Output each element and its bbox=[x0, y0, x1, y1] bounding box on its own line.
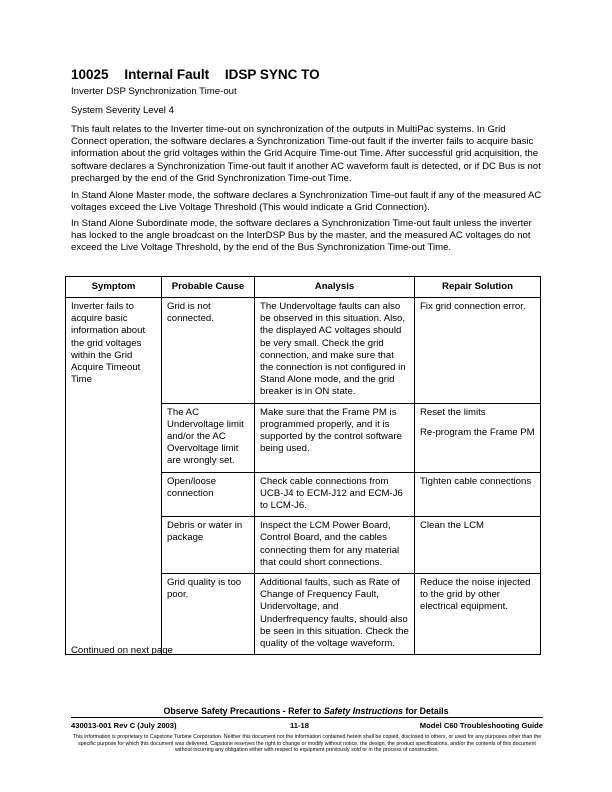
document-number: 430013-001 Rev C (July 2003) bbox=[71, 721, 177, 730]
safety-notice bbox=[0, 706, 612, 716]
fault-code: 10025 bbox=[71, 67, 109, 82]
severity-level: System Severity Level 4 bbox=[71, 105, 174, 116]
analysis-cell: Make sure that the Frame PM is programmed properly, and it is supported by the control software being used. bbox=[255, 403, 415, 472]
solution-text: Reduce the noise injected to the grid by other electrical equipment. bbox=[420, 577, 531, 613]
solution-cell bbox=[415, 298, 541, 404]
cause-cell: Open/loose connection bbox=[162, 472, 255, 517]
analysis-cell: Inspect the LCM Power Board, Control Board, and the cables connecting them for any material that could short connections. bbox=[255, 517, 415, 574]
description-paragraph: This fault relates to the Inverter time-out on synchronization of the outputs in MultiPac systems. In Grid Connect operation, the software declares a Synchronization Time-out fault if the inverter fails to acquire basic information about the grid voltages within the Grid Acquire Time-out Time. After successful grid acquisition, the software declares a Synchronization Time-out fault if another AC waveform fault is detected, or if DC Bus is not precharged by the end of the Grid Synchronization Time-out Time. bbox=[71, 124, 541, 184]
safety-suffix: for Details bbox=[403, 706, 449, 716]
solution-cell bbox=[415, 517, 541, 574]
solution-text: Tighten cable connections bbox=[420, 475, 532, 487]
cause-cell: The AC Undervoltage limit and/or the AC Overvoltage limit are wrongly set. bbox=[162, 403, 255, 472]
fault-name: Internal Fault bbox=[124, 67, 210, 82]
solution-text: Re-program the Frame PM bbox=[420, 426, 535, 438]
solution-text: Fix grid connection error. bbox=[420, 301, 526, 312]
solution-cell bbox=[415, 472, 541, 517]
fault-subtitle: Inverter DSP Synchronization Time-out bbox=[71, 86, 237, 97]
table-header-row bbox=[66, 277, 541, 298]
cause-cell: Debris or water in package bbox=[162, 517, 255, 574]
solution-text: Reset the limits bbox=[420, 406, 486, 418]
analysis-cell: The Undervoltage faults can also be observed in this situation. Also, the displayed AC voltages should be very small. Check the grid connection, and make sure that the connection is not configured in Stand Alone mode, and the grid breaker is in ON state. bbox=[255, 298, 415, 404]
fault-heading bbox=[71, 67, 332, 82]
cause-cell: Grid quality is too poor. bbox=[162, 574, 255, 655]
stand-alone-master-paragraph: In Stand Alone Master mode, the software declares a Synchronization Time-out fault if any of the measured AC voltages exceed the Live Voltage Threshold (This would indicate a Grid Connection). bbox=[71, 190, 542, 214]
stand-alone-subordinate-paragraph: In Stand Alone Subordinate mode, the software declares a Synchronization Time-out fault unless the inverter has locked to the angle broadcast on the InterDSP Bus by the master, and the measured AC voltages do not exceed the Live Voltage Threshold, by the end of the Bus Synchronization Time-out Time. bbox=[71, 218, 532, 254]
table-row bbox=[66, 298, 541, 404]
fault-id: IDSP SYNC TO bbox=[224, 67, 320, 82]
cause-cell: Grid is not connected. bbox=[162, 298, 255, 404]
troubleshooting-table bbox=[65, 276, 541, 655]
column-header-symptom: Symptom bbox=[66, 277, 162, 298]
page-number: 11-18 bbox=[290, 721, 310, 730]
guide-title: Model C60 Troubleshooting Guide bbox=[419, 721, 543, 730]
analysis-cell: Additional faults, such as Rate of Change of Frequency Fault, Undervoltage, and Underfrequency faults, should also be seen in this situation. Check the quality of the voltage waveform. bbox=[255, 574, 415, 655]
footer-divider bbox=[71, 717, 543, 718]
column-header-analysis: Analysis bbox=[255, 277, 415, 298]
symptom-cell: Inverter fails to acquire basic information about the grid voltages within the Grid Acquire Timeout Time bbox=[66, 298, 162, 655]
solution-cell bbox=[415, 574, 541, 655]
safety-instructions-reference: Safety Instructions bbox=[323, 706, 404, 716]
proprietary-disclaimer: This information is proprietary to Capstone Turbine Corporation. Neither this document nor the information contained herein shall be copied, disclosed to others, or used for any purposes other than the specific purpose for which this document was delivered. Capstone reserves the right to change or modify without notice, the design, the product specifications, and/or the contents of this document without incurring any obligation either with respect to equipment previously sold or in the process of construction. bbox=[72, 734, 542, 754]
solution-cell bbox=[415, 403, 541, 472]
column-header-repair-solution: Repair Solution bbox=[415, 277, 541, 298]
column-header-probable-cause: Probable Cause bbox=[162, 277, 255, 298]
analysis-cell: Check cable connections from UCB-J4 to ECM-J12 and ECM-J6 to LCM-J6. bbox=[255, 472, 415, 517]
safety-prefix: Observe Safety Precautions - Refer to bbox=[163, 706, 324, 716]
continued-note: Continued on next page bbox=[71, 645, 173, 656]
solution-text: Clean the LCM bbox=[420, 520, 484, 532]
